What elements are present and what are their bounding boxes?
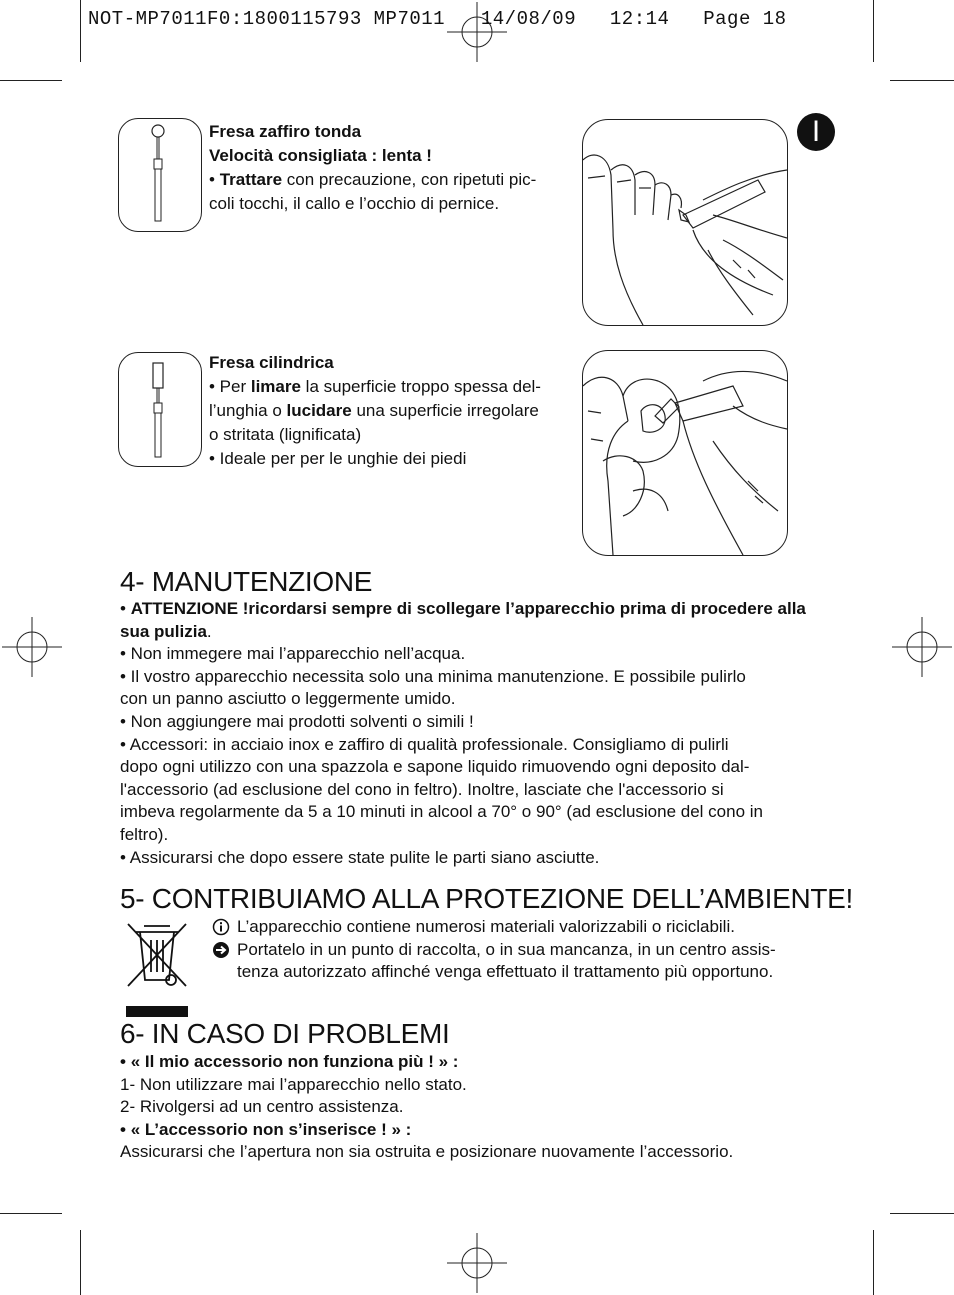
- accessory-1-text: [209, 120, 579, 216]
- accessory-2-line-3: o stritata (lignificata): [209, 425, 362, 444]
- section-5-arrow-2: tenza autorizzato affinché venga effettuato il trattamento più opportuno.: [237, 962, 774, 982]
- section-4-warning: • ATTENZIONE !ricordarsi sempre di scollegare l’apparecchio prima di procedere alla: [120, 599, 806, 618]
- section-4-line: • Assicurarsi che dopo essere state pulite le parti siano asciutte.: [120, 847, 600, 867]
- header-slug: NOT-MP7011F0:1800115793 MP7011: [88, 8, 446, 30]
- foot-with-tool-icon: [583, 120, 787, 325]
- crossed-out-bin-icon: [122, 918, 192, 990]
- section-5-title: 5- CONTRIBUIAMO ALLA PROTEZIONE DELL’AMBIENTE!: [120, 883, 854, 914]
- crop-mark: [890, 1213, 954, 1214]
- section-6-answer: Assicurarsi che l’apertura non sia ostruita e posizionare nuovamente l’accessorio.: [120, 1142, 734, 1162]
- arrow-right-circle-icon: [212, 941, 230, 959]
- registration-mark-icon: [447, 1233, 507, 1293]
- accessory-2-line-2: l’unghia o lucidare una superficie irregolare: [209, 401, 539, 420]
- cylindrical-burr-icon: [119, 353, 201, 466]
- crop-mark: [80, 1230, 81, 1295]
- section-6-answer: 1- Non utilizzare mai l’apparecchio nello stato.: [120, 1074, 467, 1094]
- round-burr-icon: [119, 119, 201, 231]
- weee-bar: [126, 1006, 188, 1017]
- section-4-line: dopo ogni utilizzo con una spazzola e sapone liquido rimuovendo ogni deposito dal-: [120, 757, 750, 777]
- section-4-line: • Non aggiungere mai prodotti solventi o simili !: [120, 711, 474, 731]
- section-4-line: imbeva regolarmente da 5 a 10 minuti in alcool a 70° o 90° (ad esclusione del cono in: [120, 802, 763, 822]
- section-5-body: [237, 916, 837, 984]
- section-6-question-2: • « L’accessorio non s’inserisce ! » :: [120, 1119, 412, 1139]
- toenail-filing-illustration: [582, 350, 788, 556]
- language-badge: I: [797, 113, 835, 151]
- crop-mark: [873, 0, 874, 62]
- crop-mark: [0, 1213, 62, 1214]
- print-header: [88, 8, 787, 30]
- section-4-line: • Accessori: in acciaio inox e zaffiro di qualità professionale. Consigliamo di pulirli: [120, 734, 729, 754]
- section-4-line: l'accessorio (ad esclusione del cono in feltro). Inoltre, lasciate che l'accessorio si: [120, 779, 724, 799]
- crop-mark: [890, 80, 954, 81]
- crop-mark: [0, 80, 62, 81]
- registration-mark-icon: [2, 617, 62, 677]
- section-6-question-1: • « Il mio accessorio non funziona più ! » :: [120, 1052, 459, 1071]
- section-4-body: [120, 598, 840, 869]
- header-page: Page 18: [703, 8, 787, 30]
- section-4-line: • Il vostro apparecchio necessita solo una minima manutenzione. E possibile pulirlo: [120, 666, 746, 686]
- accessory-2-text: [209, 351, 579, 471]
- crop-mark: [80, 0, 81, 62]
- accessory-2-line-1: • Per limare la superficie troppo spessa del-: [209, 377, 541, 396]
- section-4-warning-2: sua pulizia.: [120, 621, 212, 641]
- section-5-info: L’apparecchio contiene numerosi materiali valorizzabili o riciclabili.: [237, 917, 735, 936]
- accessory-1-name: Fresa zaffiro tonda: [209, 122, 362, 141]
- accessory-2-name: Fresa cilindrica: [209, 353, 334, 372]
- accessory-1-desc: • Trattare con precauzione, con ripetuti pic-: [209, 170, 537, 189]
- accessory-1-desc-2: coli tocchi, il callo e l’occhio di pernice.: [209, 194, 500, 213]
- header-time: 12:14: [609, 8, 670, 30]
- toenail-with-tool-icon: [583, 351, 787, 555]
- registration-mark-icon: [447, 2, 507, 62]
- accessory-2-line-4: • Ideale per per le unghie dei piedi: [209, 449, 467, 468]
- crop-mark: [873, 1230, 874, 1295]
- section-6-title: 6- IN CASO DI PROBLEMI: [120, 1018, 450, 1049]
- section-4-title: 4- MANUTENZIONE: [120, 566, 373, 597]
- section-4-line: con un panno asciutto o leggermente umido.: [120, 689, 456, 709]
- accessory-cylindrical-illustration: [118, 352, 202, 467]
- accessory-1-speed: Velocità consigliata : lenta !: [209, 146, 432, 165]
- accessory-sapphire-round-illustration: [118, 118, 202, 232]
- section-6-answer: 2- Rivolgersi ad un centro assistenza.: [120, 1097, 404, 1117]
- foot-callus-illustration: [582, 119, 788, 326]
- section-5-arrow-1: Portatelo in un punto di raccolta, o in sua mancanza, in un centro assis-: [237, 939, 776, 959]
- section-4-line: feltro).: [120, 824, 169, 844]
- info-icon: [212, 918, 230, 936]
- section-4-line: • Non immegere mai l’apparecchio nell’acqua.: [120, 644, 466, 664]
- section-6-body: [120, 1051, 840, 1164]
- header-date: 14/08/09: [480, 8, 577, 30]
- registration-mark-icon: [892, 617, 952, 677]
